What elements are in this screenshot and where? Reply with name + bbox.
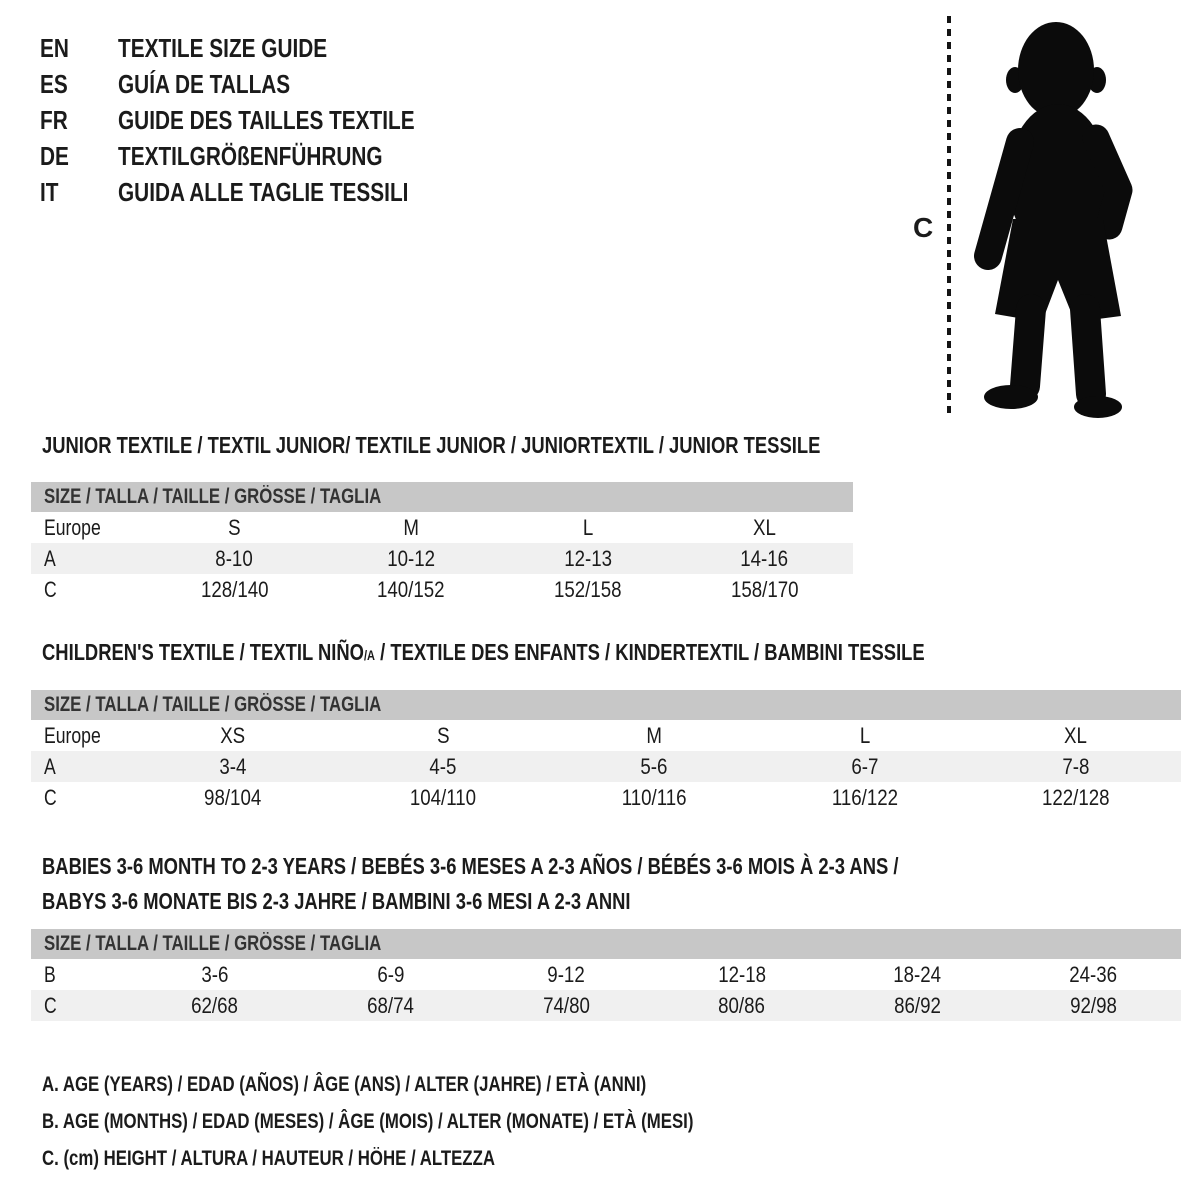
cell-value: XS: [219, 722, 245, 748]
cell-value: M: [646, 722, 662, 748]
language-code: ES: [40, 68, 68, 99]
cell-value: 9-12: [547, 961, 585, 987]
table-header-bar: [31, 929, 1181, 959]
cell-value: M: [403, 514, 419, 540]
language-title: TEXTILGRÖßENFÜHRUNG: [118, 140, 383, 171]
table-row: [31, 574, 853, 605]
table-row: [31, 990, 1181, 1021]
baby-silhouette-image: [963, 14, 1148, 420]
language-title: GUIDA ALLE TAGLIE TESSILI: [118, 176, 409, 207]
language-title: TEXTILE SIZE GUIDE: [118, 32, 328, 63]
cell-value: 5-6: [640, 753, 668, 779]
language-row: [40, 30, 489, 66]
cell-value: L: [582, 514, 594, 540]
children-size-table: [31, 690, 1181, 813]
language-code: FR: [40, 104, 68, 135]
legend-note-a: A. AGE (YEARS) / EDAD (AÑOS) / ÂGE (ANS) / ALTER (JAHRE) / ETÀ (ANNI): [42, 1072, 647, 1096]
row-label: Europe: [44, 722, 101, 748]
table-row: [31, 782, 1181, 813]
children-title-main: CHILDREN'S TEXTILE / TEXTIL NIÑO: [42, 638, 364, 665]
cell-value: 158/170: [730, 576, 799, 602]
row-label: A: [44, 545, 56, 571]
table-header-bar: [31, 690, 1181, 720]
height-measure-dashed-line: [946, 16, 952, 416]
children-section-title: [42, 639, 1145, 665]
language-title: GUÍA DE TALLAS: [118, 68, 291, 99]
cell-value: 24-36: [1069, 961, 1118, 987]
cell-value: 68/74: [367, 992, 414, 1018]
cell-value: XL: [753, 514, 777, 540]
language-row: [40, 174, 489, 210]
row-label: C: [44, 576, 57, 602]
cell-value: 3-6: [201, 961, 229, 987]
legend-note-c: C. (cm) HEIGHT / ALTURA / HAUTEUR / HÖHE / ALTEZZA: [42, 1146, 495, 1170]
table-row: [31, 512, 853, 543]
table-header-bar: [31, 482, 853, 512]
cell-value: 98/104: [203, 784, 261, 810]
language-row: [40, 66, 489, 102]
language-row: [40, 102, 489, 138]
table-row: [31, 720, 1181, 751]
row-label: A: [44, 753, 56, 779]
cell-value: XL: [1064, 722, 1088, 748]
cell-value: 122/128: [1041, 784, 1110, 810]
cell-value: 74/80: [542, 992, 590, 1018]
cell-value: 12-18: [717, 961, 766, 987]
cell-value: 152/158: [554, 576, 622, 602]
cell-value: 80/86: [718, 992, 766, 1018]
cell-value: 14-16: [740, 545, 789, 571]
language-list: [40, 30, 489, 210]
cell-value: 3-4: [218, 753, 246, 779]
cell-value: 4-5: [429, 753, 457, 779]
cell-value: 104/110: [410, 784, 477, 810]
cell-value: 7-8: [1062, 753, 1090, 779]
table-row: [31, 751, 1181, 782]
babies-title-line2: BABYS 3-6 MONATE BIS 2-3 JAHRE / BAMBINI 3-6 MESI A 2-3 ANNI: [42, 888, 631, 914]
legend-note-b: B. AGE (MONTHS) / EDAD (MESES) / ÂGE (MOIS) / ALTER (MONATE) / ETÀ (MESI): [42, 1109, 694, 1133]
row-label: B: [44, 961, 56, 987]
cell-value: 18-24: [893, 961, 942, 987]
cell-value: S: [228, 514, 241, 540]
row-label: C: [44, 784, 57, 810]
language-code: DE: [40, 140, 69, 171]
babies-size-table: [31, 929, 1181, 1021]
cell-value: 10-12: [387, 545, 436, 571]
row-label: C: [44, 992, 57, 1018]
cell-value: 92/98: [1069, 992, 1117, 1018]
babies-section-title: [42, 849, 1113, 919]
cell-value: 116/122: [831, 784, 898, 810]
table-header-label: SIZE / TALLA / TAILLE / GRÖSSE / TAGLIA: [44, 485, 382, 508]
cell-value: 86/92: [894, 992, 941, 1018]
cell-value: 6-7: [851, 753, 879, 779]
legend-notes: [42, 1066, 856, 1177]
cell-value: 12-13: [563, 545, 612, 571]
babies-title-line1: BABIES 3-6 MONTH TO 2-3 YEARS / BEBÉS 3-6 MESES A 2-3 AÑOS / BÉBÉS 3-6 MOIS À 2-3 ANS /: [42, 853, 899, 879]
children-title-rest: / TEXTILE DES ENFANTS / KINDERTEXTIL / BAMBINI TESSILE: [375, 638, 925, 665]
row-label: Europe: [44, 514, 101, 540]
children-title-sub: /A: [363, 647, 376, 663]
table-row: [31, 543, 853, 574]
junior-section-title: [42, 432, 1015, 458]
junior-size-table: [31, 482, 853, 605]
measure-label-c: C: [913, 212, 934, 243]
cell-value: S: [436, 722, 450, 748]
language-code: IT: [40, 176, 59, 207]
cell-value: 6-9: [376, 961, 405, 987]
cell-value: 140/152: [377, 576, 445, 602]
cell-value: 110/116: [621, 784, 687, 810]
language-code: EN: [40, 32, 69, 63]
junior-section-title-text: JUNIOR TEXTILE / TEXTIL JUNIOR/ TEXTILE JUNIOR / JUNIORTEXTIL / JUNIOR TESSILE: [42, 431, 821, 458]
language-row: [40, 138, 489, 174]
table-row: [31, 959, 1181, 990]
cell-value: 62/68: [191, 992, 239, 1018]
table-header-label: SIZE / TALLA / TAILLE / GRÖSSE / TAGLIA: [44, 693, 382, 716]
cell-value: 8-10: [215, 545, 254, 571]
cell-value: 128/140: [200, 576, 269, 602]
language-title: GUIDE DES TAILLES TEXTILE: [118, 104, 415, 135]
cell-value: L: [859, 722, 870, 748]
table-header-label: SIZE / TALLA / TAILLE / GRÖSSE / TAGLIA: [44, 932, 382, 955]
